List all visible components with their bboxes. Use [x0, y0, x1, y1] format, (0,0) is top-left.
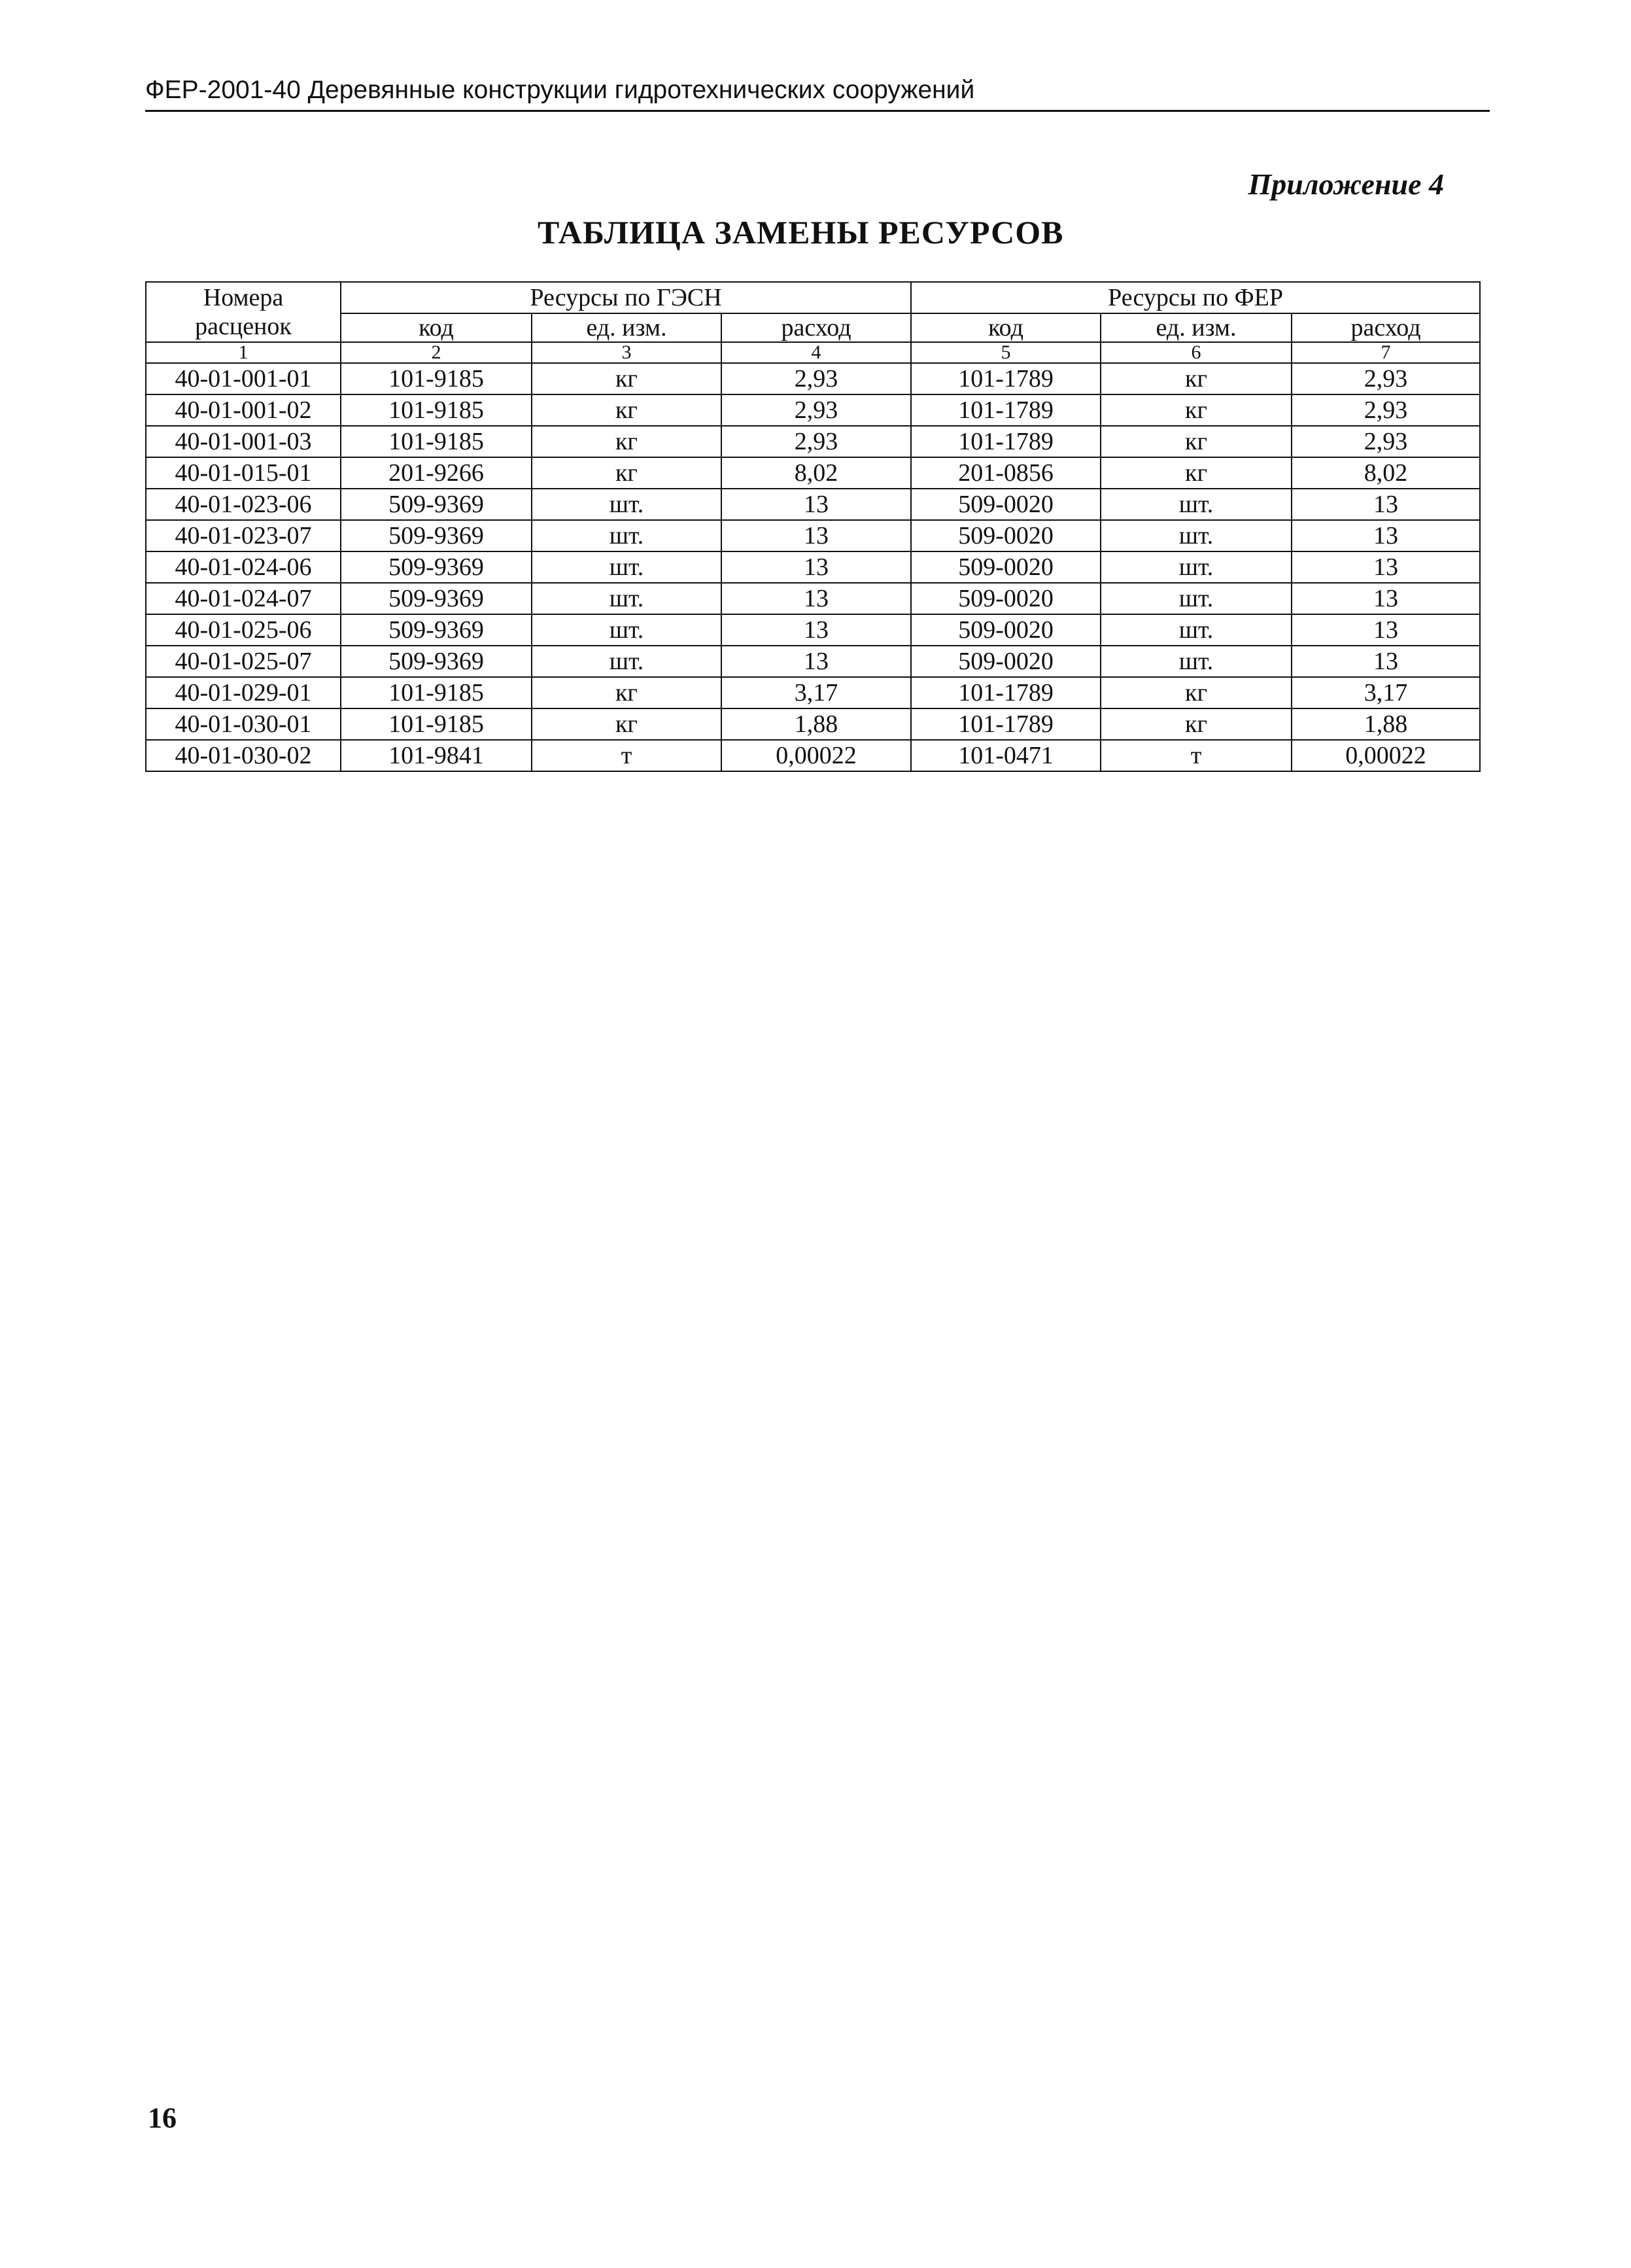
gesn-code-header: код — [341, 313, 532, 342]
fer-unit-cell: шт. — [1101, 489, 1292, 520]
fer-code-cell: 509-0020 — [911, 489, 1101, 520]
gesn-code-cell: 509-9369 — [341, 520, 532, 551]
gesn-unit-cell: шт. — [532, 614, 721, 646]
column-number: 3 — [532, 342, 721, 363]
table-title: ТАБЛИЦА ЗАМЕНЫ РЕСУРСОВ — [538, 214, 1064, 251]
column-number-row — [146, 342, 1480, 363]
gesn-unit-cell: шт. — [532, 646, 721, 677]
gesn-code-cell: 509-9369 — [341, 583, 532, 614]
rate-numbers-header-text: Номера расценок — [195, 284, 292, 340]
rate-number-cell: 40-01-023-06 — [146, 489, 341, 520]
gesn-code-cell: 509-9369 — [341, 614, 532, 646]
gesn-unit-cell: кг — [532, 708, 721, 740]
fer-code-cell: 101-0471 — [911, 740, 1101, 771]
fer-consumption-cell: 13 — [1292, 520, 1480, 551]
rate-number-cell: 40-01-025-06 — [146, 614, 341, 646]
table-body — [146, 282, 1480, 771]
rate-number-cell: 40-01-023-07 — [146, 520, 341, 551]
resource-replacement-table — [145, 281, 1481, 772]
rate-number-cell: 40-01-001-02 — [146, 394, 341, 426]
appendix-label: Приложение 4 — [1248, 167, 1444, 201]
fer-unit-cell: кг — [1101, 708, 1292, 740]
rate-number-cell: 40-01-029-01 — [146, 677, 341, 708]
gesn-code-cell: 101-9185 — [341, 708, 532, 740]
fer-consumption-cell: 13 — [1292, 489, 1480, 520]
gesn-consumption-cell: 0,00022 — [721, 740, 911, 771]
rate-number-cell: 40-01-015-01 — [146, 457, 341, 489]
fer-unit-cell: шт. — [1101, 520, 1292, 551]
column-number: 2 — [341, 342, 532, 363]
gesn-code-cell: 509-9369 — [341, 489, 532, 520]
fer-code-cell: 101-1789 — [911, 394, 1101, 426]
column-number: 7 — [1292, 342, 1480, 363]
gesn-consumption-cell: 13 — [721, 551, 911, 583]
fer-group-header: Ресурсы по ФЕР — [911, 282, 1480, 313]
gesn-code-cell: 101-9841 — [341, 740, 532, 771]
rate-number-cell: 40-01-024-07 — [146, 583, 341, 614]
fer-code-cell: 509-0020 — [911, 614, 1101, 646]
gesn-consumption-cell: 2,93 — [721, 394, 911, 426]
fer-unit-cell: шт. — [1101, 614, 1292, 646]
gesn-code-cell: 509-9369 — [341, 551, 532, 583]
column-number: 1 — [146, 342, 341, 363]
gesn-code-cell: 201-9266 — [341, 457, 532, 489]
fer-consumption-cell: 1,88 — [1292, 708, 1480, 740]
gesn-consumption-cell: 13 — [721, 489, 911, 520]
gesn-code-cell: 101-9185 — [341, 363, 532, 394]
gesn-consumption-cell: 13 — [721, 583, 911, 614]
gesn-consumption-cell: 8,02 — [721, 457, 911, 489]
rate-numbers-header — [146, 282, 341, 342]
fer-code-header: код — [911, 313, 1101, 342]
gesn-consumption-cell: 3,17 — [721, 677, 911, 708]
table-row — [146, 520, 1480, 551]
gesn-unit-cell: шт. — [532, 551, 721, 583]
fer-consumption-cell: 13 — [1292, 614, 1480, 646]
gesn-consumption-cell: 13 — [721, 646, 911, 677]
running-header: ФЕР-2001-40 Деревянные конструкции гидротехнических сооружений — [145, 73, 1490, 112]
fer-code-cell: 101-1789 — [911, 677, 1101, 708]
rate-number-cell: 40-01-024-06 — [146, 551, 341, 583]
fer-consumption-cell: 8,02 — [1292, 457, 1480, 489]
gesn-consumption-cell: 13 — [721, 520, 911, 551]
fer-consumption-cell: 2,93 — [1292, 363, 1480, 394]
gesn-unit-cell: кг — [532, 363, 721, 394]
gesn-unit-cell: кг — [532, 394, 721, 426]
table-row — [146, 457, 1480, 489]
fer-unit-header: ед. изм. — [1101, 313, 1292, 342]
table-row — [146, 677, 1480, 708]
fer-consumption-cell: 3,17 — [1292, 677, 1480, 708]
gesn-unit-cell: т — [532, 740, 721, 771]
gesn-unit-cell: кг — [532, 426, 721, 457]
gesn-group-header: Ресурсы по ГЭСН — [341, 282, 911, 313]
fer-consumption-cell: 13 — [1292, 646, 1480, 677]
fer-consumption-cell: 2,93 — [1292, 426, 1480, 457]
rate-number-cell: 40-01-001-03 — [146, 426, 341, 457]
fer-consumption-cell: 13 — [1292, 551, 1480, 583]
gesn-consumption-header: расход — [721, 313, 911, 342]
fer-consumption-header: расход — [1292, 313, 1480, 342]
gesn-unit-cell: шт. — [532, 520, 721, 551]
rate-number-cell: 40-01-030-02 — [146, 740, 341, 771]
fer-code-cell: 201-0856 — [911, 457, 1101, 489]
table-row — [146, 708, 1480, 740]
fer-unit-cell: шт. — [1101, 583, 1292, 614]
rate-number-cell: 40-01-025-07 — [146, 646, 341, 677]
gesn-unit-cell: кг — [532, 457, 721, 489]
table-row — [146, 489, 1480, 520]
column-number: 5 — [911, 342, 1101, 363]
gesn-consumption-cell: 13 — [721, 614, 911, 646]
gesn-code-cell: 101-9185 — [341, 426, 532, 457]
fer-unit-cell: кг — [1101, 363, 1292, 394]
fer-unit-cell: кг — [1101, 394, 1292, 426]
fer-consumption-cell: 0,00022 — [1292, 740, 1480, 771]
fer-unit-cell: т — [1101, 740, 1292, 771]
table-row — [146, 740, 1480, 771]
fer-code-cell: 101-1789 — [911, 363, 1101, 394]
fer-code-cell: 101-1789 — [911, 426, 1101, 457]
gesn-code-cell: 101-9185 — [341, 677, 532, 708]
fer-code-cell: 101-1789 — [911, 708, 1101, 740]
header-row-subcolumns — [146, 313, 1480, 342]
fer-code-cell: 509-0020 — [911, 520, 1101, 551]
column-number: 4 — [721, 342, 911, 363]
gesn-unit-header: ед. изм. — [532, 313, 721, 342]
fer-code-cell: 509-0020 — [911, 583, 1101, 614]
fer-consumption-cell: 2,93 — [1292, 394, 1480, 426]
rate-number-cell: 40-01-001-01 — [146, 363, 341, 394]
fer-unit-cell: кг — [1101, 457, 1292, 489]
fer-unit-cell: кг — [1101, 677, 1292, 708]
gesn-code-cell: 509-9369 — [341, 646, 532, 677]
table-row — [146, 363, 1480, 394]
gesn-consumption-cell: 2,93 — [721, 363, 911, 394]
gesn-consumption-cell: 2,93 — [721, 426, 911, 457]
gesn-unit-cell: кг — [532, 677, 721, 708]
gesn-code-cell: 101-9185 — [341, 394, 532, 426]
table-row — [146, 646, 1480, 677]
fer-code-cell: 509-0020 — [911, 646, 1101, 677]
gesn-unit-cell: шт. — [532, 489, 721, 520]
table-row — [146, 394, 1480, 426]
fer-code-cell: 509-0020 — [911, 551, 1101, 583]
page-number: 16 — [148, 2102, 177, 2134]
header-row-groups — [146, 282, 1480, 313]
rate-number-cell: 40-01-030-01 — [146, 708, 341, 740]
column-number: 6 — [1101, 342, 1292, 363]
table-row — [146, 614, 1480, 646]
fer-unit-cell: шт. — [1101, 551, 1292, 583]
table-row — [146, 551, 1480, 583]
fer-unit-cell: шт. — [1101, 646, 1292, 677]
gesn-unit-cell: шт. — [532, 583, 721, 614]
gesn-consumption-cell: 1,88 — [721, 708, 911, 740]
fer-consumption-cell: 13 — [1292, 583, 1480, 614]
table-row — [146, 426, 1480, 457]
table-row — [146, 583, 1480, 614]
fer-unit-cell: кг — [1101, 426, 1292, 457]
